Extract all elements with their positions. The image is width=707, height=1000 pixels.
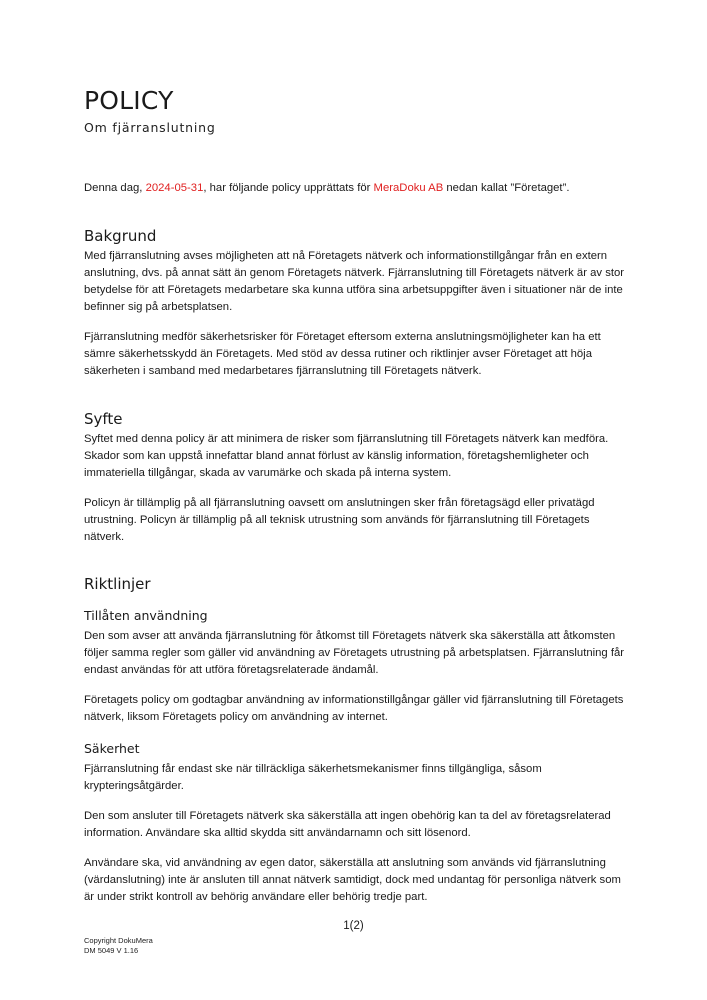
heading-tillaten-anvandning: Tillåten användning (84, 608, 208, 623)
page-number: 1(2) (343, 920, 364, 932)
intro-middle: , har följande policy upprättats för (203, 182, 374, 194)
bakgrund-paragraph-2: Fjärranslutning medför säkerhetsrisker för Företaget eftersom externa anslutningsmöjligheter kan ha ett sämre säkerhetsskydd än Företagets. Med stöd av dessa rutiner och riktlinjer avser Företaget att höja säkerheten i samband med medarbetares fjärranslutning till Företagets nätverk. (84, 331, 601, 377)
heading-bakgrund: Bakgrund (84, 227, 157, 245)
syfte-paragraph-1: Syftet med denna policy är att minimera de risker som fjärranslutning till Företagets nätverk kan medföra. Skador som kan uppstå innefattar bland annat förlust av känslig information, företagshemligheter och immateriella tillgångar, skada av varumärke och skada på interna system. (84, 433, 609, 479)
sakerhet-paragraph-2: Den som ansluter till Företagets nätverk ska säkerställa att ingen obehörig kan ta del av företagsrelaterad information. Användare ska alltid skydda sitt användarnamn och sitt lösenord. (84, 810, 611, 839)
document-title: POLICY (84, 86, 174, 115)
intro-before-date: Denna dag, (84, 182, 146, 194)
footer-copyright: Copyright DokuMera (84, 936, 153, 945)
heading-riktlinjer: Riktlinjer (84, 575, 151, 593)
policy-date: 2024-05-31 (145, 182, 204, 194)
heading-syfte: Syfte (84, 410, 123, 428)
sakerhet-paragraph-1: Fjärranslutning får endast ske när tillräckliga säkerhetsmekanismer finns tillgängliga, såsom krypteringsåtgärder. (84, 763, 542, 792)
tillaten-paragraph-2: Företagets policy om godtagbar användning av informationstillgångar gäller vid fjärranslutning till Företagets nätverk, liksom Företagets policy om användning av internet. (84, 694, 624, 723)
company-name: MeraDoku AB (373, 182, 444, 194)
document-subtitle: Om fjärranslutning (84, 120, 216, 135)
intro-after: nedan kallat ”Företaget”. (443, 182, 570, 194)
intro-paragraph (84, 180, 629, 197)
heading-sakerhet: Säkerhet (84, 741, 140, 756)
tillaten-paragraph-1: Den som avser att använda fjärranslutning för åtkomst till Företagets nätverk ska säkerställa att åtkomsten följer samma regler som gäller vid användning av Företagets utrustning på arbetsplatsen. Fjärranslutning får endast användas för att utföra företagsrelaterade ändamål. (84, 630, 625, 676)
sakerhet-paragraph-3: Användare ska, vid användning av egen dator, säkerställa att anslutning som används vid fjärranslutning (värdanslutning) inte är ansluten till annat nätverk samtidigt, dock med undantag för personliga nätverk som är under strikt kontroll av behörig användare eller behörig tredje part. (84, 857, 621, 903)
bakgrund-paragraph-1: Med fjärranslutning avses möjligheten att nå Företagets nätverk och informationstillgångar från en extern anslutning, dvs. på annat sätt än genom Företagets nätverk. Fjärranslutning till Företagets nätverk är av stor betydelse för att Företagets medarbetare ska kunna utföra sina arbetsuppgifter även i situationer när de inte befinner sig på arbetsplatsen. (84, 250, 625, 313)
syfte-paragraph-2: Policyn är tillämplig på all fjärranslutning oavsett om anslutningen sker från företagsägd eller privatägd utrustning. Policyn är tillämplig på all teknisk utrustning som används för fjärranslutning till Företagets nätverk. (84, 497, 595, 543)
footer-document-id: DM 5049 V 1.16 (84, 946, 139, 955)
